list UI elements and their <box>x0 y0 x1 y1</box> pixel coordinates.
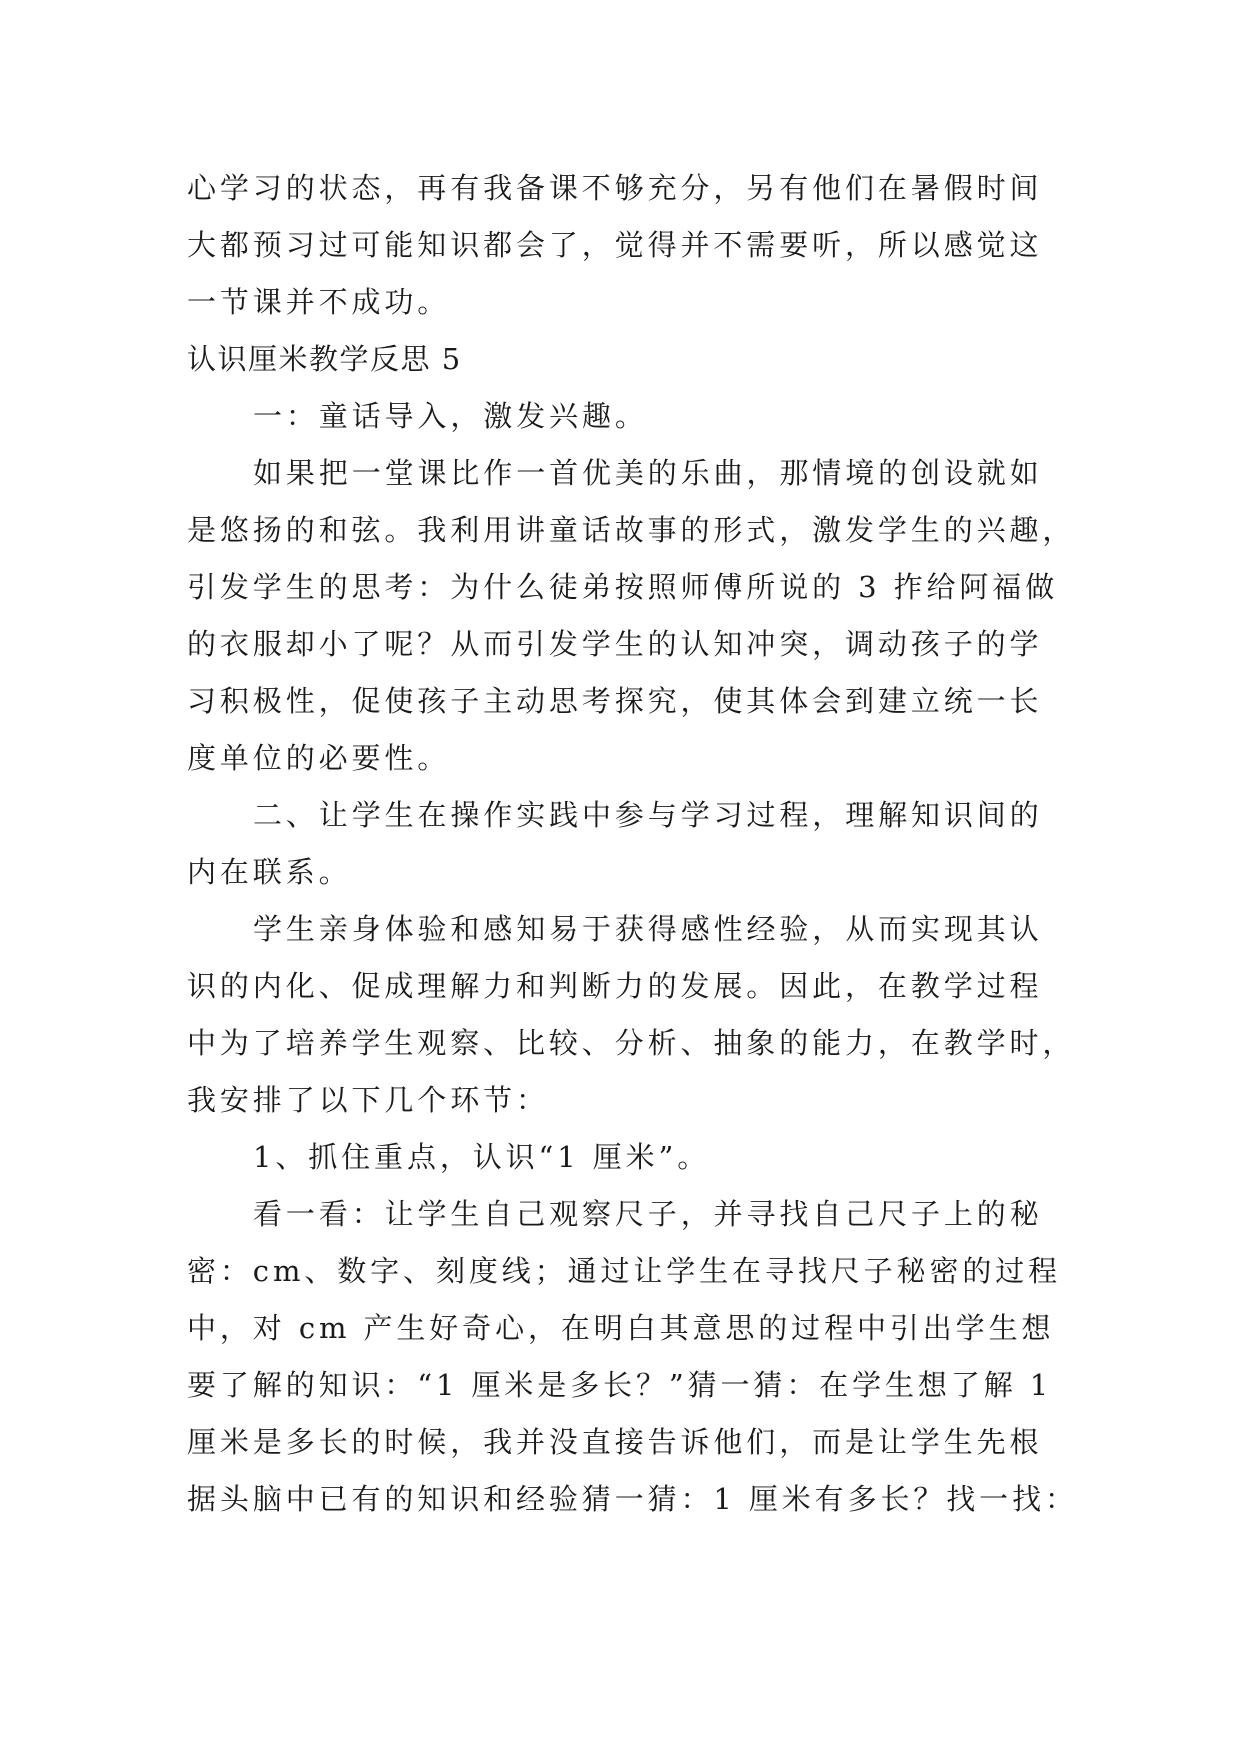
text-line: 要了解的知识：“1 厘米是多长？”猜一猜：在学生想了解 1 <box>187 1368 1053 1402</box>
text-line: 厘米是多长的时候，我并没直接告诉他们，而是让学生先根 <box>187 1425 1043 1459</box>
text-line: 引发学生的思考：为什么徒弟按照师傅所说的 3 拃给阿福做 <box>187 570 1059 604</box>
text-line: 我安排了以下几个环节： <box>187 1083 549 1117</box>
section-title-text: 认识厘米教学反思 5 <box>187 342 462 376</box>
text-line: 1、抓住重点，认识“1 厘米”。 <box>253 1140 711 1174</box>
text-line: 中，对 cm 产生好奇心，在明白其意思的过程中引出学生想 <box>187 1311 1055 1345</box>
text-line: 一：童话导入，激发兴趣。 <box>253 399 648 433</box>
text-line: 二、让学生在操作实践中参与学习过程，理解知识间的 <box>253 798 1043 832</box>
text-line: 学生亲身体验和感知易于获得感性经验，从而实现其认 <box>253 912 1043 946</box>
continuation-paragraph <box>187 160 1057 331</box>
paragraph-step-one <box>187 1129 1057 1186</box>
text-line: 心学习的状态，再有我备课不够充分，另有他们在暑假时间 <box>187 171 1043 205</box>
text-line: 看一看：让学生自己观察尺子，并寻找自己尺子上的秘 <box>253 1197 1043 1231</box>
paragraph-story <box>187 445 1076 787</box>
text-line: 一节课并不成功。 <box>187 285 451 319</box>
paragraph-look <box>187 1186 1078 1528</box>
document-body <box>187 160 1078 1528</box>
text-line: 识的内化、促成理解力和判断力的发展。因此，在教学过程 <box>187 969 1043 1003</box>
text-line: 习积极性，促使孩子主动思考探究，使其体会到建立统一长 <box>187 684 1043 718</box>
text-line: 如果把一堂课比作一首优美的乐曲，那情境的创设就如 <box>253 456 1043 490</box>
text-line: 大都预习过可能知识都会了，觉得并不需要听，所以感觉这 <box>187 228 1043 262</box>
text-line: 据头脑中已有的知识和经验猜一猜：1 厘米有多长？找一找： <box>187 1482 1078 1516</box>
paragraph-practice-heading <box>187 787 1057 901</box>
paragraph-intro-heading <box>187 388 1057 445</box>
section-title <box>187 331 1057 388</box>
paragraph-experience <box>187 901 1076 1129</box>
text-line: 的衣服却小了呢？从而引发学生的认知冲突，调动孩子的学 <box>187 627 1043 661</box>
text-line: 内在联系。 <box>187 855 352 889</box>
text-line: 度单位的必要性。 <box>187 741 451 775</box>
text-line: 中为了培养学生观察、比较、分析、抽象的能力，在教学时， <box>187 1026 1076 1060</box>
text-line: 密：cm、数字、刻度线；通过让学生在寻找尺子秘密的过程 <box>187 1254 1062 1288</box>
text-line: 是悠扬的和弦。我利用讲童话故事的形式，激发学生的兴趣， <box>187 513 1076 547</box>
